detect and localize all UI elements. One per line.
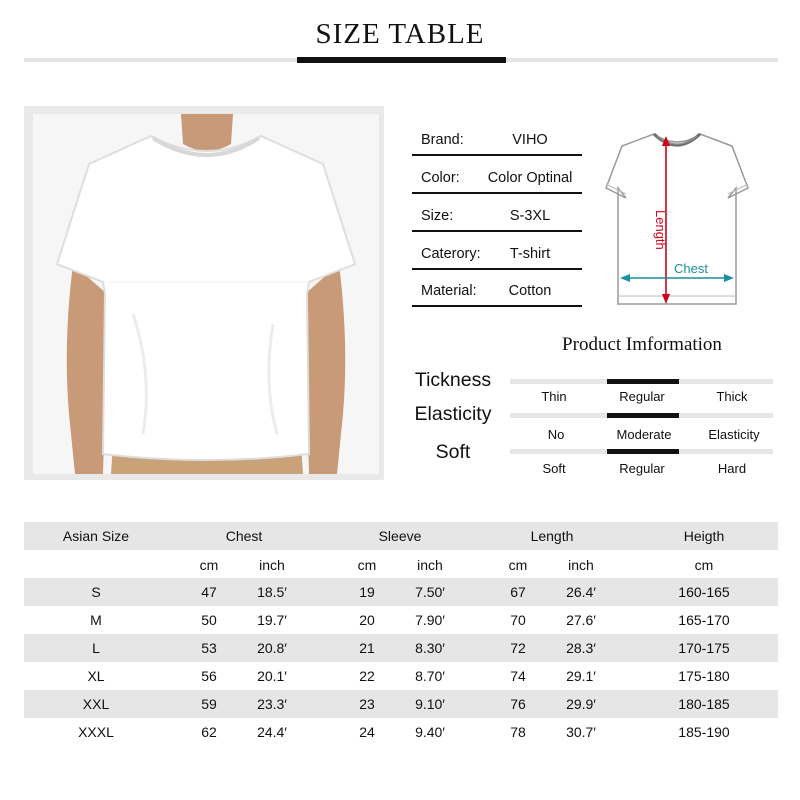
table-row [24, 662, 778, 690]
spec-row-brand [412, 132, 582, 170]
thickness-option: Thin [541, 389, 567, 404]
unit-label: cm [694, 557, 714, 573]
elasticity-option: No [547, 427, 565, 442]
length-label: Length [653, 210, 668, 250]
spec-row-material [412, 283, 582, 321]
length-inch-cell: 26.4′ [566, 584, 596, 600]
table-row [24, 718, 778, 746]
unit-label: inch [259, 557, 285, 573]
chest-inch-cell: 20.8′ [257, 640, 287, 656]
sleeve-inch-cell: 8.30′ [415, 640, 445, 656]
thickness-selected-bar [607, 379, 679, 384]
elasticity-selected-bar [607, 413, 679, 418]
length-cm-cell: 74 [510, 668, 526, 684]
sleeve-cm-cell: 22 [359, 668, 375, 684]
spec-label: Color: [421, 170, 460, 186]
softness-label: Soft [435, 441, 471, 463]
table-row [24, 578, 778, 606]
size-cell: L [92, 640, 100, 656]
spec-label: Size: [421, 208, 454, 224]
table-units-row [24, 551, 778, 579]
length-cm-cell: 67 [510, 584, 526, 600]
spec-underline [412, 230, 582, 232]
chest-inch-cell: 19.7′ [257, 612, 287, 628]
sleeve-cm-cell: 20 [359, 612, 375, 628]
chest-label: Chest [674, 261, 708, 276]
height-cell: 175-180 [678, 668, 730, 684]
unit-label: inch [568, 557, 594, 573]
spec-underline [412, 268, 582, 270]
column-header: Sleeve [378, 528, 422, 544]
column-header: Length [530, 528, 574, 544]
product-photo [33, 114, 379, 474]
length-cm-cell: 76 [510, 696, 526, 712]
softness-option: Soft [542, 461, 566, 476]
chest-inch-cell: 18.5′ [257, 584, 287, 600]
sleeve-cm-cell: 23 [359, 696, 375, 712]
chest-inch-cell: 24.4′ [257, 724, 287, 740]
sleeve-cm-cell: 24 [359, 724, 375, 740]
length-cm-cell: 70 [510, 612, 526, 628]
table-row [24, 690, 778, 718]
chest-inch-cell: 23.3′ [257, 696, 287, 712]
chest-inch-cell: 20.1′ [257, 668, 287, 684]
height-cell: 165-170 [678, 612, 730, 628]
unit-label: cm [508, 557, 528, 573]
spec-underline [412, 154, 582, 156]
chest-cm-cell: 50 [201, 612, 217, 628]
chest-cm-cell: 56 [201, 668, 217, 684]
table-header-row [24, 522, 778, 550]
size-cell: M [90, 612, 102, 628]
height-cell: 170-175 [678, 640, 730, 656]
unit-label: inch [417, 557, 443, 573]
elasticity-label: Elasticity [414, 403, 492, 425]
height-cell: 180-185 [678, 696, 730, 712]
length-inch-cell: 29.9′ [566, 696, 596, 712]
sleeve-inch-cell: 7.50′ [415, 584, 445, 600]
column-header: Asian Size [62, 528, 130, 544]
elasticity-option: Moderate [616, 427, 672, 442]
length-inch-cell: 29.1′ [566, 668, 596, 684]
table-row [24, 606, 778, 634]
softness-selected-bar [607, 449, 679, 454]
chest-cm-cell: 62 [201, 724, 217, 740]
chest-cm-cell: 53 [201, 640, 217, 656]
product-info-title: Product Imformation [562, 334, 722, 355]
size-cell: XL [87, 668, 105, 684]
chest-cm-cell: 59 [201, 696, 217, 712]
length-inch-cell: 27.6′ [566, 612, 596, 628]
length-inch-cell: 28.3′ [566, 640, 596, 656]
spec-label: Caterory: [421, 246, 481, 262]
elasticity-option: Elasticity [708, 427, 760, 442]
table-row [24, 634, 778, 662]
sleeve-cm-cell: 19 [359, 584, 375, 600]
sleeve-inch-cell: 8.70′ [415, 668, 445, 684]
spec-row-color [412, 170, 582, 208]
thickness-label: Tickness [414, 369, 492, 391]
softness-option: Regular [619, 461, 665, 476]
length-inch-cell: 30.7′ [566, 724, 596, 740]
size-cell: XXXL [78, 724, 114, 740]
title-underline-bar [297, 57, 506, 63]
size-cell: S [91, 584, 101, 600]
page-title: SIZE TABLE [315, 18, 485, 50]
length-cm-cell: 78 [510, 724, 526, 740]
height-cell: 185-190 [678, 724, 730, 740]
sleeve-cm-cell: 21 [359, 640, 375, 656]
height-cell: 160-165 [678, 584, 730, 600]
thickness-option: Thick [716, 389, 748, 404]
length-cm-cell: 72 [510, 640, 526, 656]
spec-row-category [412, 246, 582, 284]
spec-value: Cotton [508, 283, 552, 299]
spec-label: Material: [421, 283, 477, 299]
spec-value: VIHO [512, 132, 548, 148]
softness-option: Hard [717, 461, 747, 476]
thickness-option: Regular [619, 389, 665, 404]
size-cell: XXL [82, 696, 110, 712]
spec-underline [412, 192, 582, 194]
unit-label: cm [199, 557, 219, 573]
column-header: Heigth [683, 528, 725, 544]
spec-row-size [412, 208, 582, 246]
chest-cm-cell: 47 [201, 584, 217, 600]
tshirt-measurement-diagram [604, 128, 750, 310]
spec-underline [412, 305, 582, 307]
spec-label: Brand: [421, 132, 464, 148]
sleeve-inch-cell: 9.40′ [415, 724, 445, 740]
spec-value: T-shirt [509, 246, 551, 262]
unit-label: cm [357, 557, 377, 573]
spec-value: S-3XL [509, 208, 551, 224]
spec-value: Color Optinal [487, 170, 573, 186]
sleeve-inch-cell: 7.90′ [415, 612, 445, 628]
column-header: Chest [225, 528, 263, 544]
sleeve-inch-cell: 9.10′ [415, 696, 445, 712]
